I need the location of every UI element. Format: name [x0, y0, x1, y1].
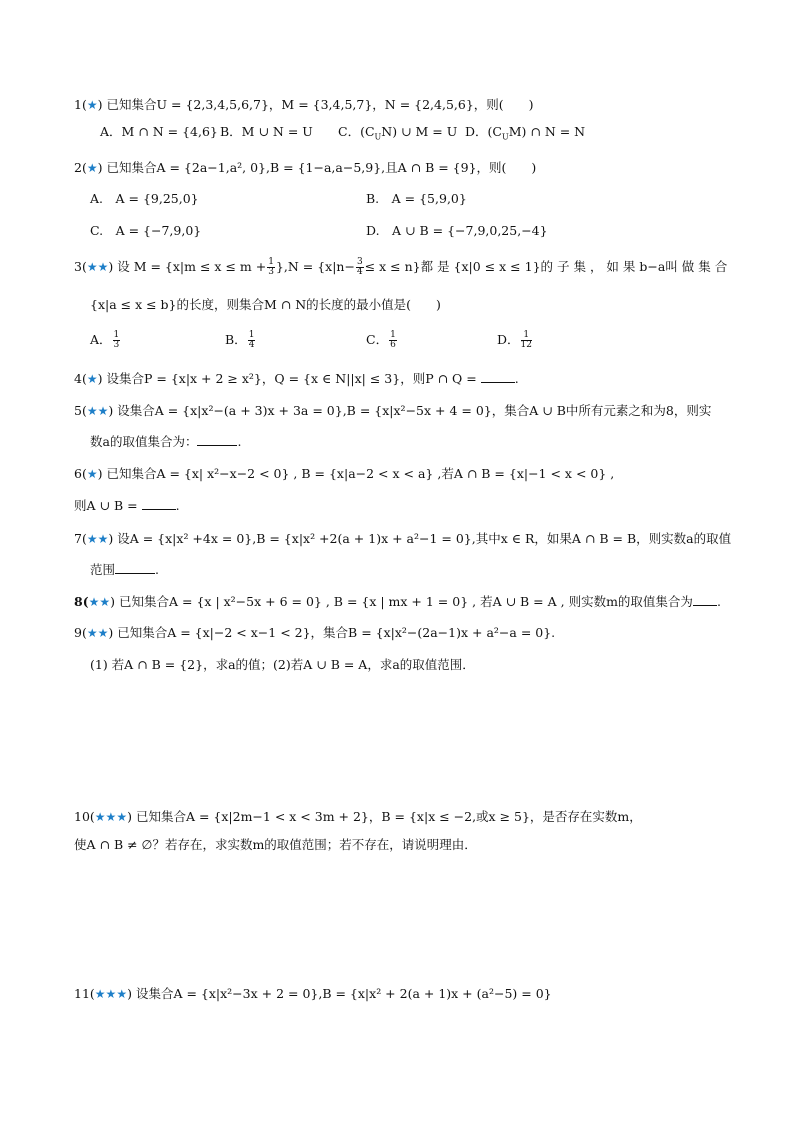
question-number: 3( — [74, 259, 87, 274]
star-rating: ★ — [86, 372, 98, 386]
question-number-close: ) — [97, 160, 103, 175]
question-number-close: ) — [108, 259, 114, 274]
question-5-line-2: 数a的取值集合为： . — [90, 434, 242, 449]
question-10-line-2: 使A ∩ B ≠ ∅？若存在，求实数m的取值范围；若不存在，请说明理由． — [74, 837, 477, 852]
question-number: 11( — [74, 986, 95, 1001]
answer-blank[interactable] — [115, 561, 155, 574]
option-b: B. A = {5,9,0} — [366, 191, 467, 206]
star-rating: ★★ — [86, 626, 109, 640]
option-b: B． $\frac{1}{4}$ — [225, 330, 255, 350]
option-d: D．$(C_UM)$ ∩ N = N — [465, 124, 586, 142]
fraction: $\frac{1}{3}$ — [268, 257, 274, 277]
question-5 — [74, 402, 711, 420]
star-rating: ★★★ — [94, 810, 128, 824]
option-d: D． $\frac{1}{12}$ — [497, 330, 532, 350]
question-7 — [74, 530, 731, 548]
question-10 — [74, 808, 642, 826]
question-number-close: ) — [108, 625, 114, 640]
option-c: C．$(C_UN)$ ∪ M = U — [338, 124, 458, 142]
option-b: B．M ∪ N = U — [220, 124, 313, 139]
question-8: 8(★★) 已知集合A = {x | x²−5x + 6 = 0} , B = {x | mx + 1 = 0} , 若A ∪ B = A , 则实数m的取值集合为 . — [74, 594, 721, 609]
question-number: 6( — [74, 466, 87, 481]
question-text: 设 M = {x|m ≤ x ≤ m + — [117, 259, 267, 274]
option-a: A．M ∩ N = {4,6} — [100, 124, 218, 139]
question-9 — [74, 624, 555, 642]
question-number-close: ) — [97, 371, 103, 386]
question-1 — [74, 96, 534, 114]
option-c: C． $\frac{1}{6}$ — [366, 330, 396, 350]
question-text: 设集合A = {x|x²−(a + 3)x + 3a = 0},B = {x|x²−5x + 4 = 0}，集合A ∪ B中所有元素之和为8，则实 — [117, 403, 712, 418]
star-rating: ★★ — [86, 260, 109, 274]
question-number-close: ) — [110, 594, 116, 609]
question-number-close: ) — [127, 986, 132, 1001]
question-3: 3(★★) 设 M = {x|m ≤ x ≤ m + $\frac{1}{3}$ },N = {x|n− $\frac{3}{4}$ ≤ x ≤ n}都 是 {x|0 ≤ x ≤ 1}的 子 集 ， 如 果 b−a叫 做 集 合 — [74, 257, 728, 277]
question-text: 已知集合A = {x | x²−5x + 6 = 0} , B = {x | mx + 1 = 0} , 若A ∪ B = A , 则实数m的取值集合为 — [119, 594, 693, 609]
star-rating: ★ — [86, 467, 98, 481]
question-6 — [74, 465, 614, 483]
option-a: A． $\frac{1}{3}$ — [90, 330, 120, 350]
question-9-subparts: (1) 若A ∩ B = {2}，求a的值；(2)若A ∪ B = A，求a的取值范围． — [90, 657, 475, 672]
star-rating: ★ — [86, 98, 98, 112]
question-number: 9( — [74, 625, 87, 640]
question-3-line-2: {x|a ≤ x ≤ b}的长度，则集合M ∩ N的长度的最小值是( ) — [90, 297, 441, 312]
question-text: 设集合A = {x|x²−3x + 2 = 0},B = {x|x² + 2(a + 1)x + (a²−5) = 0} — [135, 986, 552, 1001]
question-4: 4(★) 设集合P = {x|x + 2 ≥ x²}，Q = {x ∈ N||x| ≤ 3}，则P ∩ Q = . — [74, 371, 519, 386]
fraction: $\frac{3}{4}$ — [356, 257, 363, 277]
question-text: 已知集合U = {2,3,4,5,6,7}，M = {3,4,5,7}，N = {2,4,5,6}，则( ) — [106, 97, 534, 112]
question-number-close: ) — [127, 809, 132, 824]
question-text: 设A = {x|x² +4x = 0},B = {x|x² +2(a + 1)x + a²−1 = 0},其中x ∈ R，如果A ∩ B = B，则实数a的取值 — [117, 531, 732, 546]
star-rating: ★★★ — [94, 987, 128, 1001]
star-rating: ★ — [86, 161, 98, 175]
option-d: D. A ∪ B = {−7,9,0,25,−4} — [366, 223, 548, 238]
star-rating: ★★ — [88, 595, 111, 609]
question-text: 已知集合A = {2a−1,a², 0},B = {1−a,a−5,9},且A ∩ B = {9}，则( ) — [106, 160, 537, 175]
question-number: 8( — [74, 594, 89, 609]
option-a: A. A = {9,25,0} — [90, 191, 199, 206]
question-number-close: ) — [108, 403, 114, 418]
question-number: 7( — [74, 531, 87, 546]
question-number: 10( — [74, 809, 95, 824]
answer-blank[interactable] — [693, 593, 717, 606]
question-number-close: ) — [108, 531, 114, 546]
option-c: C. A = {−7,9,0} — [90, 223, 202, 238]
question-number: 4( — [74, 371, 87, 386]
answer-blank[interactable] — [481, 370, 515, 383]
star-rating: ★★ — [86, 532, 109, 546]
question-7-line-2: 范围 . — [90, 562, 159, 577]
question-text: 已知集合A = {x|−2 < x−1 < 2}，集合B = {x|x²−(2a−1)x + a²−a = 0}. — [117, 625, 556, 640]
question-text: 已知集合A = {x|2m−1 < x < 3m + 2}，B = {x|x ≤ −2,或x ≥ 5}，是否存在实数m， — [135, 809, 642, 824]
question-number-close: ) — [97, 97, 103, 112]
question-number: 5( — [74, 403, 87, 418]
question-number: 1( — [74, 97, 87, 112]
question-11 — [74, 985, 552, 1003]
question-text: 设集合P = {x|x + 2 ≥ x²}，Q = {x ∈ N||x| ≤ 3}，则P ∩ Q = — [106, 371, 477, 386]
question-6-line-2: 则A ∪ B = . — [74, 498, 180, 513]
question-number: 2( — [74, 160, 87, 175]
answer-blank[interactable] — [142, 497, 176, 510]
question-2 — [74, 159, 536, 177]
answer-blank[interactable] — [197, 433, 237, 446]
star-rating: ★★ — [86, 404, 109, 418]
question-text: 已知集合A = {x| x²−x−2 < 0} , B = {x|a−2 < x < a} ,若A ∩ B = {x|−1 < x < 0} , — [106, 466, 615, 481]
question-number-close: ) — [97, 466, 103, 481]
